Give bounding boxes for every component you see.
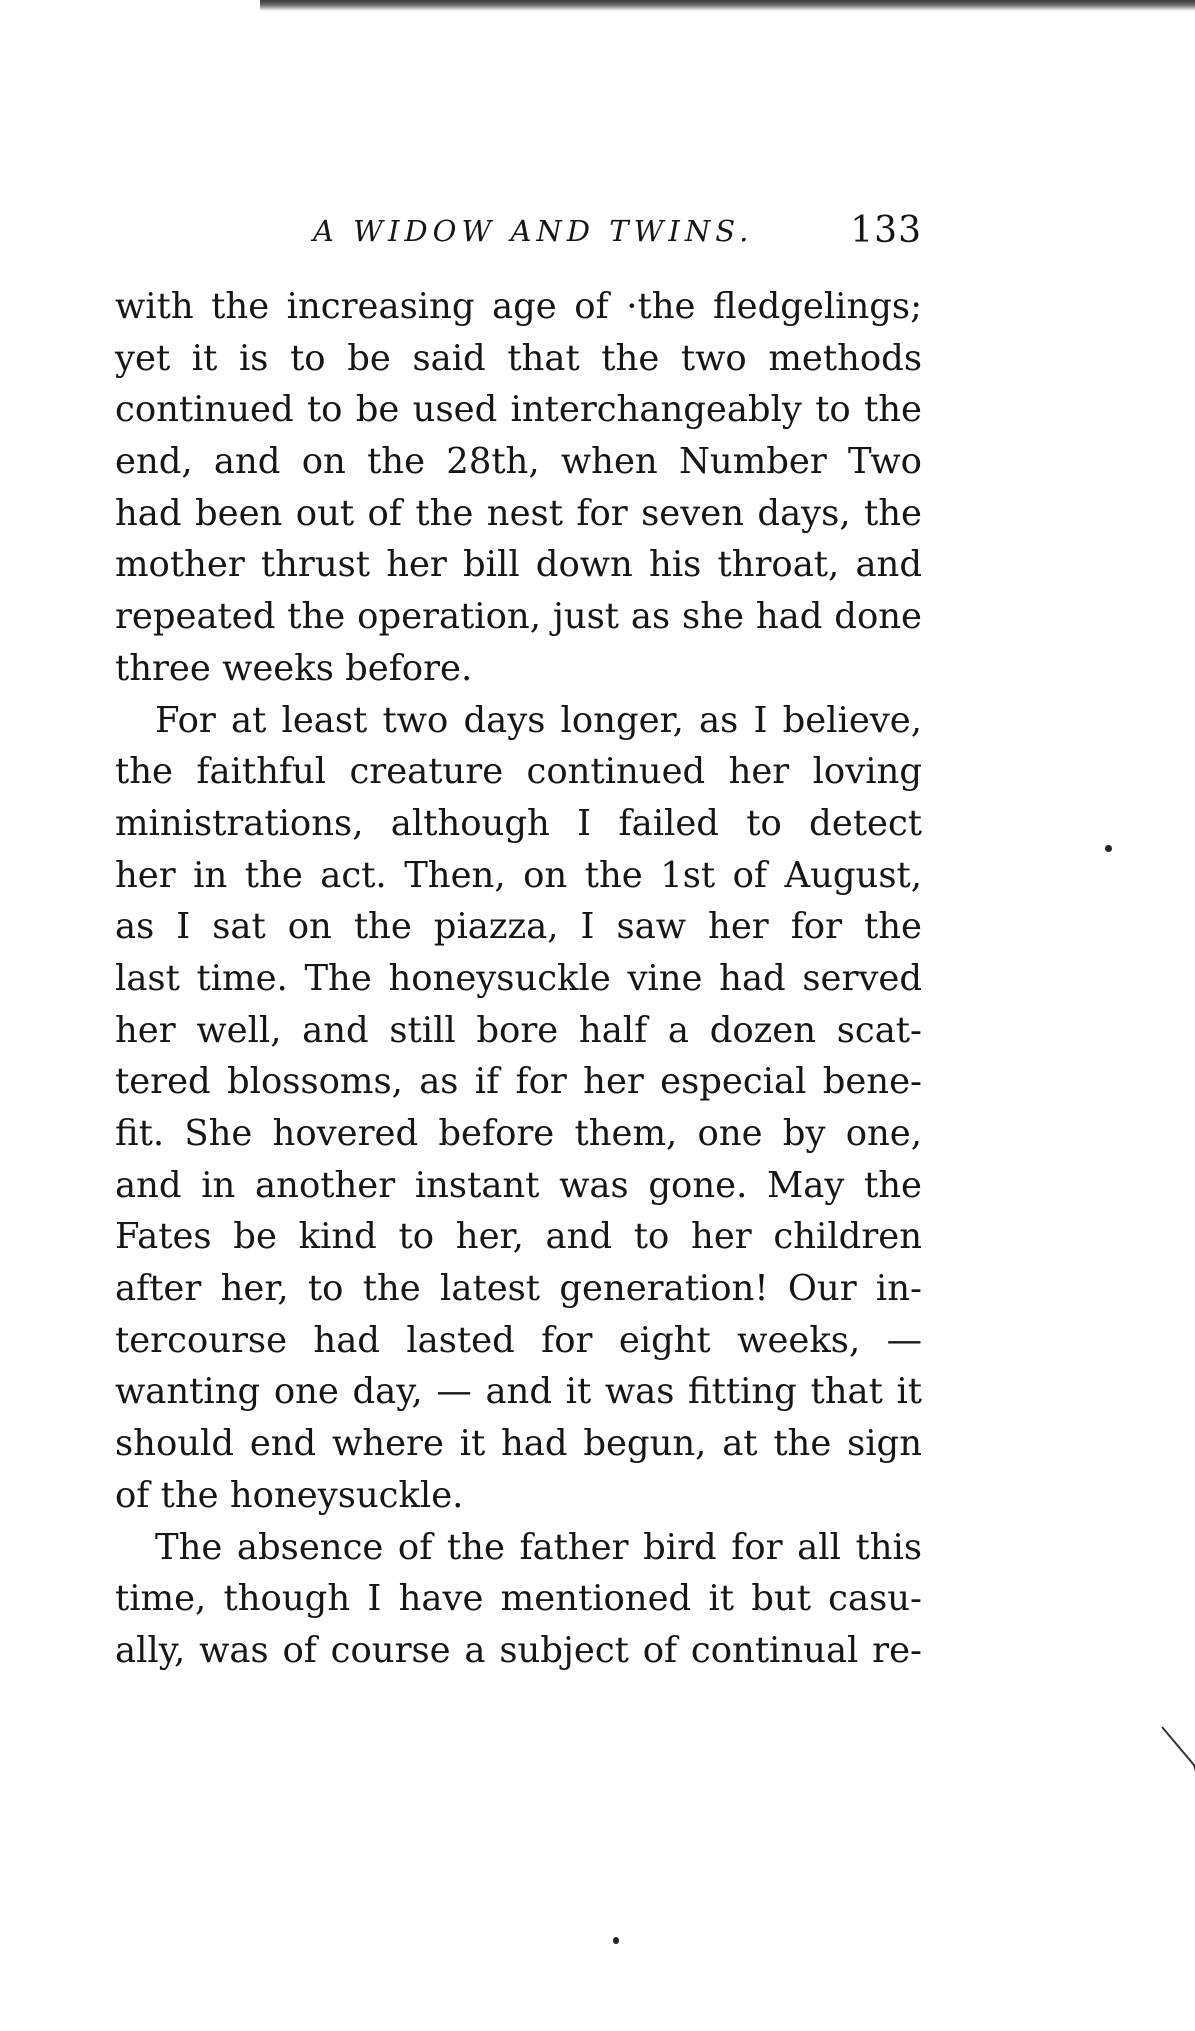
- ink-speck: [1105, 845, 1112, 852]
- page-top-edge-shadow: [260, 0, 1195, 11]
- text-line: Fates be kind to her, and to her children: [115, 1216, 922, 1258]
- text-line: as I sat on the piazza, I saw her for the: [115, 906, 922, 948]
- text-line: last time. The honeysuckle vine had served: [115, 957, 922, 999]
- paragraph-1: [115, 281, 922, 695]
- text-line: had been out of the nest for seven days, the: [115, 492, 922, 534]
- text-line: yet it is to be said that the two methods: [115, 337, 922, 379]
- page-header: [115, 210, 922, 260]
- text-line: of the honeysuckle.: [115, 1474, 464, 1516]
- text-line: ally, was of course a subject of continual re-: [115, 1629, 922, 1671]
- running-title: A WIDOW AND TWINS.: [313, 214, 754, 248]
- text-line: fit. She hovered before them, one by one,: [115, 1113, 922, 1154]
- text-line: The absence of the father bird for all this: [155, 1526, 922, 1568]
- text-line: after her, to the latest generation! Our in-: [115, 1268, 922, 1310]
- page-edge-mark: [1160, 1725, 1195, 1815]
- text-line: repeated the operation, just as she had done: [115, 596, 922, 638]
- ink-speck: [613, 1937, 619, 1944]
- paragraph-3: [115, 1522, 922, 1677]
- text-line: her well, and still bore half a dozen scat-: [115, 1009, 922, 1051]
- page-number: 133: [850, 210, 922, 251]
- paragraph-2: [115, 695, 922, 1522]
- body-text: [115, 281, 922, 1677]
- text-line: her in the act. Then, on the 1st of August,: [115, 854, 922, 896]
- text-line: wanting one day, — and it was fitting that it: [115, 1371, 922, 1413]
- text-line: with the increasing age of ·the fledgelings;: [115, 286, 922, 327]
- text-line: continued to be used interchangeably to the: [115, 389, 922, 431]
- text-line: ministrations, although I failed to detect: [115, 802, 922, 844]
- text-line: mother thrust her bill down his throat, and: [115, 544, 922, 586]
- text-line: and in another instant was gone. May the: [115, 1164, 922, 1206]
- text-line: three weeks before.: [115, 647, 473, 689]
- text-line: For at least two days longer, as I believe,: [155, 699, 922, 741]
- text-line: the faithful creature continued her loving: [115, 751, 922, 793]
- text-line: time, though I have mentioned it but casu-: [115, 1578, 922, 1620]
- text-line: end, and on the 28th, when Number Two: [115, 441, 922, 483]
- text-line: tercourse had lasted for eight weeks, —: [115, 1319, 922, 1361]
- text-line: tered blossoms, as if for her especial bene-: [115, 1061, 922, 1103]
- text-line: should end where it had begun, at the sign: [115, 1423, 922, 1465]
